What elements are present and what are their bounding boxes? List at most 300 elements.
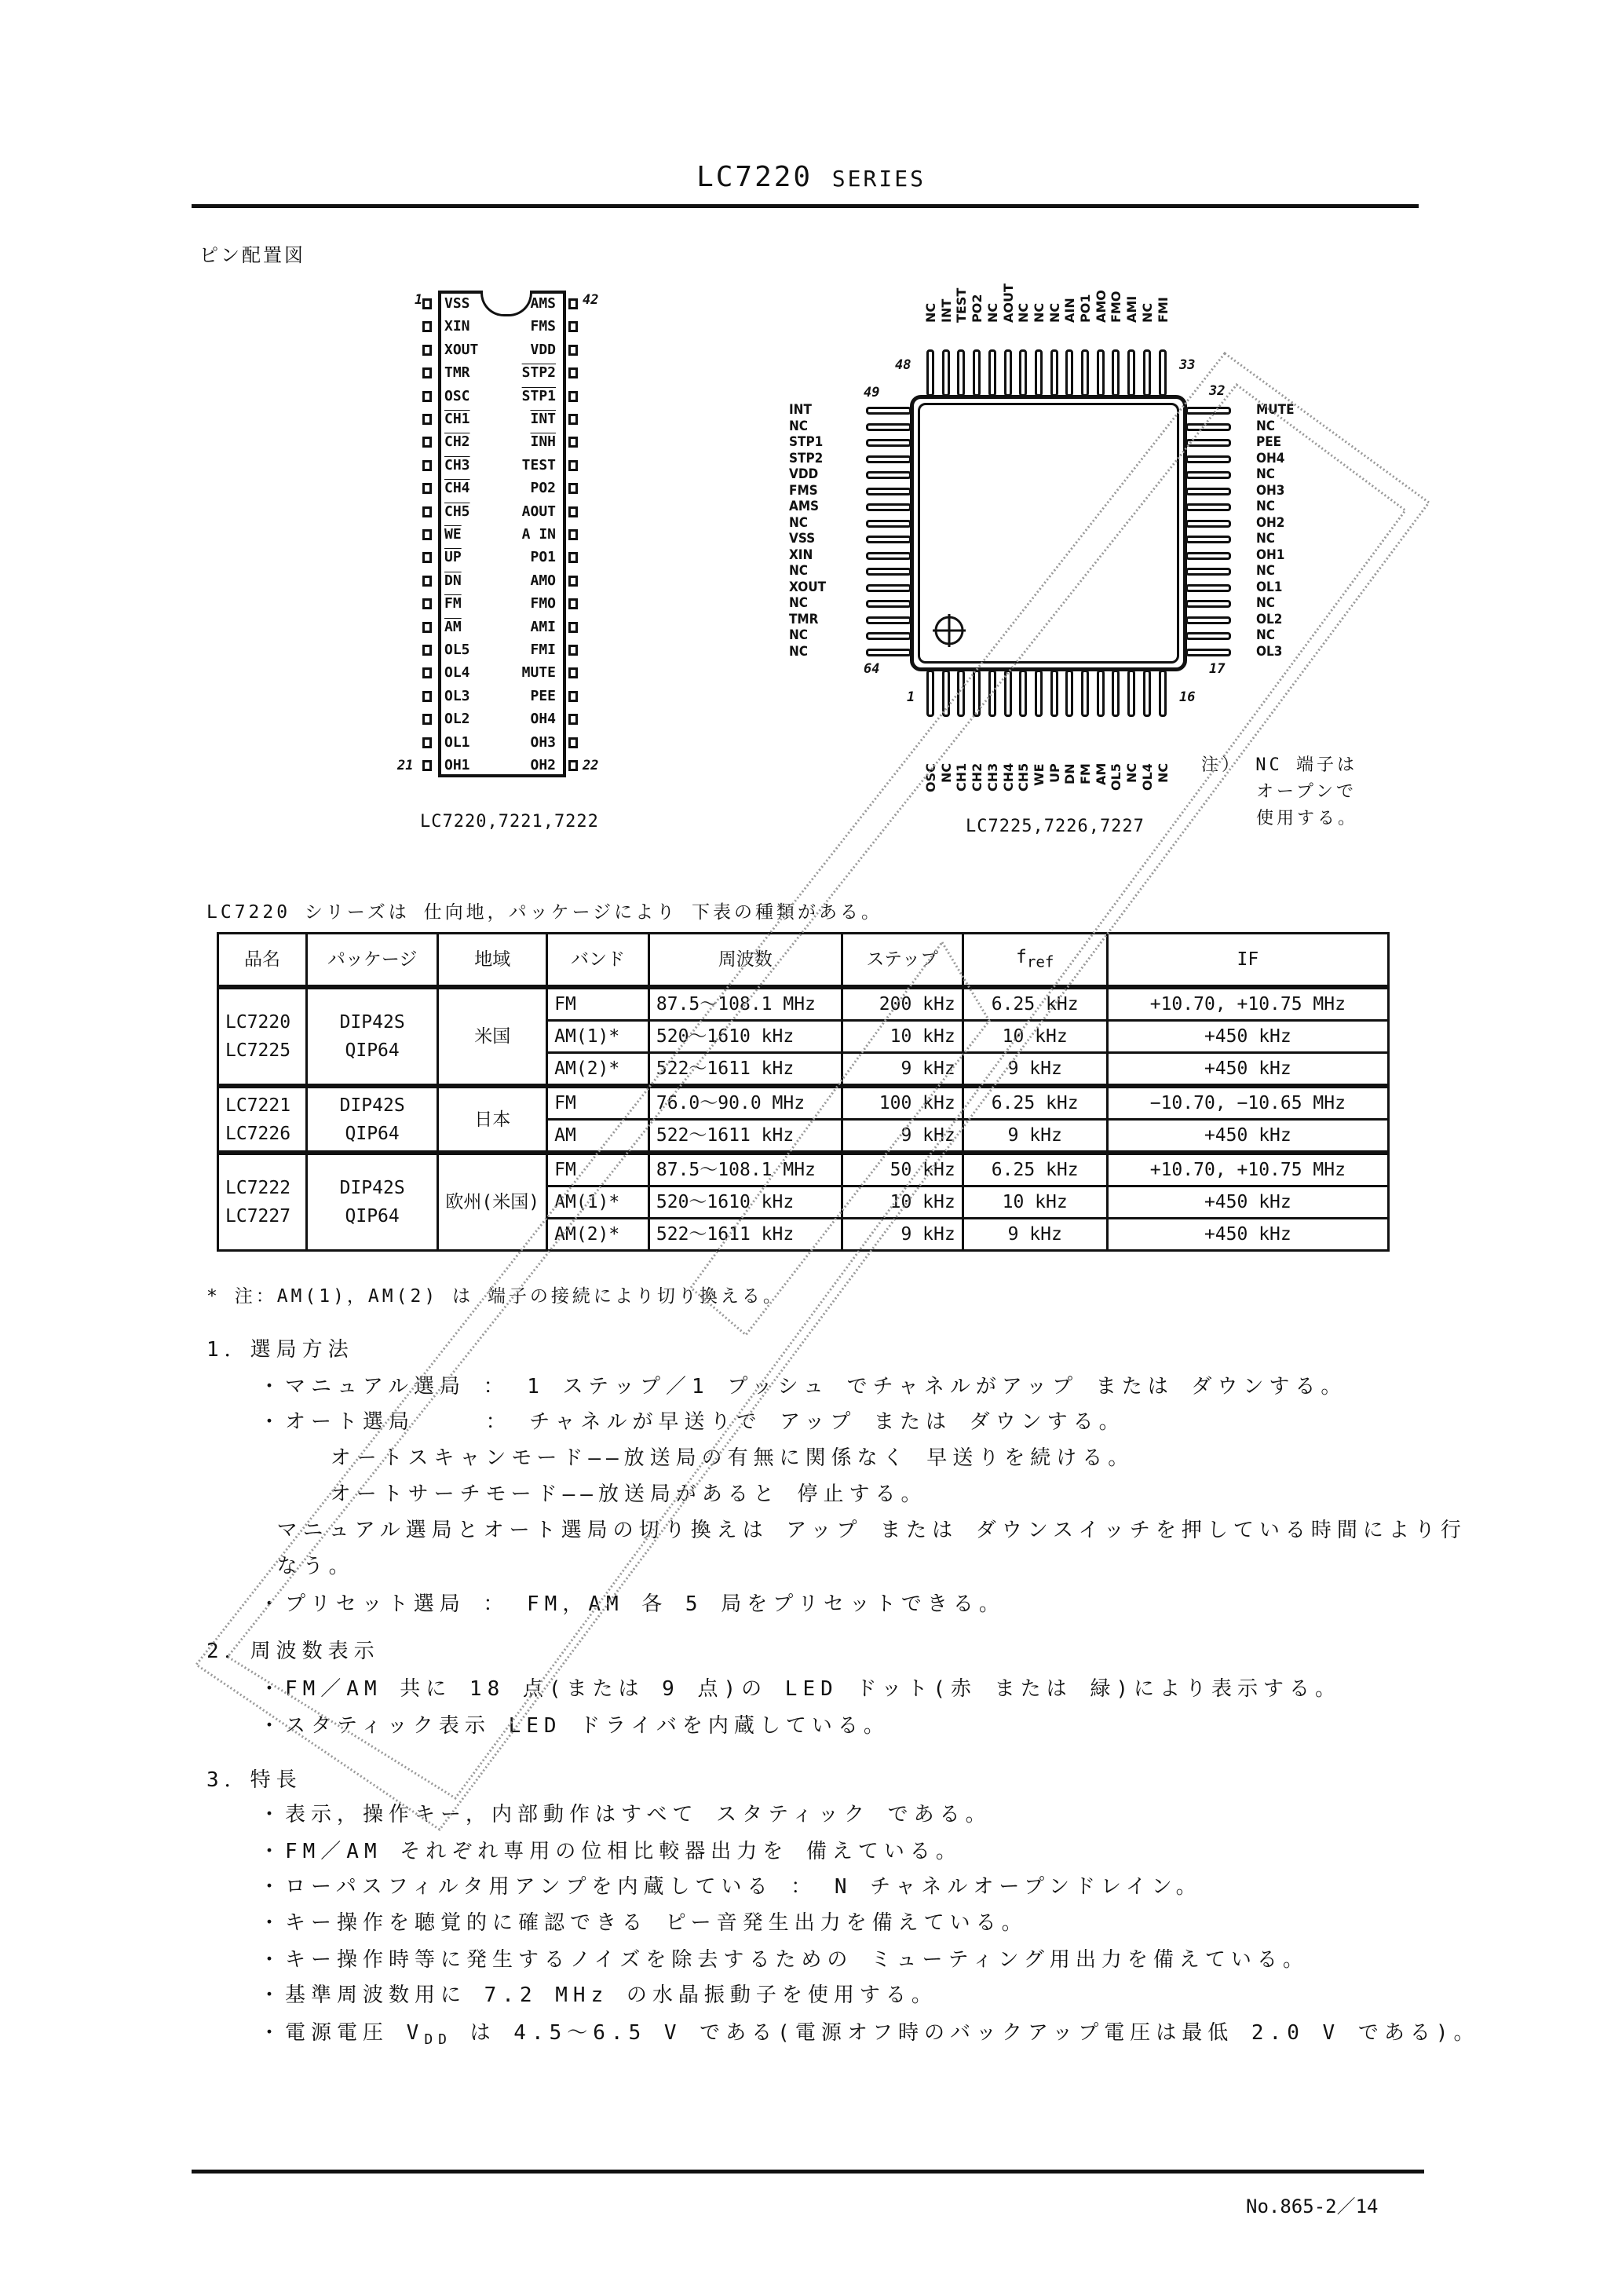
dip-pin-right <box>509 663 578 683</box>
section-line: ・ローパスフィルタ用アンプを内蔵している ： N チャネルオープンドレイン。 <box>259 1875 1202 1899</box>
qfp64-package <box>910 395 1187 671</box>
pin-label: $\overline{FM}$ <box>444 595 462 612</box>
pin-number-22: 22 <box>583 758 599 773</box>
dip-pin-left <box>422 502 501 522</box>
qfp-pin-label-left: XOUT <box>789 579 827 595</box>
title-series: SERIES <box>831 166 926 192</box>
qfp-pin-label-top: FMI <box>1155 297 1171 323</box>
dip-pin-left <box>422 409 501 430</box>
intro-text: LC7220 シリーズは 仕向地，パッケージにより 下表の種類がある。 <box>206 902 883 923</box>
dip-pin-right <box>509 571 578 591</box>
qfp-lead-top <box>1112 349 1120 397</box>
qfp-lead-top <box>988 349 996 397</box>
pin-lead <box>422 506 432 517</box>
qfp-pin-label-left: TMR <box>789 611 819 627</box>
qfp-lead-bottom <box>1050 670 1058 717</box>
pin-label: $\overline{INH}$ <box>530 433 556 451</box>
qfp-pin-label-top: NC <box>1139 302 1155 323</box>
step-cell: 100 kHz <box>842 1086 963 1120</box>
qfp-lead-top <box>1081 349 1089 397</box>
dip-pin-right <box>509 640 578 660</box>
qfp-lead-bottom <box>926 670 934 717</box>
variant-table <box>217 932 1390 1252</box>
section-line: ・表示，操作キー，内部動作はすべて スタティック である。 <box>259 1803 992 1826</box>
nc-note <box>1201 752 1358 832</box>
qfp-pin-label-left: AMS <box>789 499 820 514</box>
dip-pin-left <box>422 316 501 337</box>
section-line: なう。 <box>259 1555 355 1578</box>
qfp-lead-left <box>866 536 911 543</box>
vdd-pre: ・電源電圧 V <box>259 2021 425 2045</box>
qfp-lead-bottom <box>1065 670 1073 717</box>
qfp-lead-bottom <box>1081 670 1089 717</box>
table-header-cell: 品名 <box>218 934 307 988</box>
qfp-pin-label-bottom: CH5 <box>1016 763 1032 792</box>
qfp-pin-label-right: NC <box>1256 563 1276 579</box>
dip-pin-left <box>422 455 501 476</box>
qfp-pin-label-left: FMS <box>789 482 818 499</box>
qfp-lead-top <box>1035 349 1043 397</box>
qfp-lead-right <box>1185 407 1231 415</box>
model-cell <box>218 1153 307 1251</box>
nc-note-line: オープンで <box>1256 782 1357 802</box>
qfp-lead-bottom <box>1112 670 1120 717</box>
qfp-lead-top <box>957 349 965 397</box>
dip-pin-right <box>509 432 578 452</box>
qfp-lead-right <box>1185 503 1231 511</box>
dip-pin-right <box>509 686 578 707</box>
pin-lead <box>568 691 578 702</box>
qfp-pin-label-bottom: NC <box>938 763 954 784</box>
page-number: No.865-2／14 <box>1246 2195 1379 2217</box>
pin-number-16: 16 <box>1179 689 1196 705</box>
qfp-pin-label-right: NC <box>1256 627 1276 643</box>
if-cell: +450 kHz <box>1107 1219 1388 1251</box>
index-mark-icon <box>931 612 967 649</box>
qfp-lead-bottom <box>1035 670 1043 717</box>
qfp-pin-label-left: NC <box>789 563 809 579</box>
section-line: ・FM／AM それぞれ専用の位相比較器出力を 備えている。 <box>259 1840 962 1863</box>
pin-section-title: ピン配置図 <box>199 244 305 266</box>
pin-lead <box>568 298 578 309</box>
qfp-pin-label-right: NC <box>1256 418 1276 434</box>
if-cell: −10.70, −10.65 MHz <box>1107 1086 1388 1120</box>
band-cell: FM <box>547 1086 649 1120</box>
pin-lead <box>422 367 432 378</box>
qfp-lead-right <box>1185 488 1231 495</box>
dip-pin-right <box>509 386 578 407</box>
qfp-lead-right <box>1185 439 1231 447</box>
qfp-lead-left <box>866 423 911 431</box>
pin-label: $\overline{AM}$ <box>444 618 462 635</box>
qfp-lead-bottom <box>1004 670 1012 717</box>
qfp-pin-label-bottom: NC <box>1155 763 1171 784</box>
qfp-pin-label-top: INT <box>938 298 954 323</box>
dip-pin-left <box>422 478 501 499</box>
pin-label: CH1 <box>444 411 470 427</box>
pin-lead <box>568 552 578 563</box>
band-cell: AM(2)* <box>547 1053 649 1087</box>
qfp-pin-label-right: MUTE <box>1256 402 1295 418</box>
band-cell: AM(1)* <box>547 1186 649 1219</box>
qfp-lead-right <box>1185 649 1231 656</box>
dip-pin-left <box>422 709 501 729</box>
pin-label: FMO <box>530 595 556 612</box>
section-line: ・キー操作時等に発生するノイズを除去するための ミューティング用出力を備えている。 <box>259 1948 1309 1972</box>
band-cell: AM <box>547 1120 649 1153</box>
if-cell: +10.70, +10.75 MHz <box>1107 1153 1388 1186</box>
qfp-pin-label-top: NC <box>1031 302 1047 323</box>
band-cell: FM <box>547 1153 649 1186</box>
pin-lead <box>422 437 432 448</box>
pin-lead <box>568 598 578 609</box>
model-name: LC7225 <box>225 1040 291 1061</box>
pin-lead <box>422 391 432 402</box>
pin-label: OH4 <box>530 711 556 728</box>
table-header-cell: 周波数 <box>648 934 842 988</box>
section-title: 2．周波数表示 <box>206 1640 380 1663</box>
dip-pin-left <box>422 571 501 591</box>
dip-pin-right <box>509 709 578 729</box>
package-name: QIP64 <box>345 1040 400 1061</box>
dip-pin-right <box>509 455 578 476</box>
qfp-pin-label-right: NC <box>1256 531 1276 547</box>
qfp-lead-top <box>1127 349 1135 397</box>
qfp-pin-label-left: NC <box>789 643 809 660</box>
pin-lead <box>422 414 432 425</box>
section-line: マニュアル選局とオート選局の切り換えは アップ または ダウンスイッチを押している時間により行 <box>259 1519 1467 1542</box>
qfp-lead-right <box>1185 520 1231 528</box>
band-cell: AM(2)* <box>547 1219 649 1251</box>
nc-note-line: 使用する。 <box>1256 809 1359 828</box>
qfp-pin-label-top: PO1 <box>1078 294 1093 323</box>
qfp-pin-label-bottom: FM <box>1078 763 1093 784</box>
qfp-pin-label-top: AMI <box>1124 295 1140 323</box>
pin-lead <box>568 414 578 425</box>
pin-lead <box>568 529 578 540</box>
table-header-cell: パッケージ <box>306 934 437 988</box>
pin-lead <box>422 483 432 494</box>
qfp-pin-label-right: NC <box>1256 466 1276 482</box>
qfp-pin-label-left: NC <box>789 514 809 531</box>
frequency-cell: 520〜1610 kHz <box>648 1021 842 1053</box>
pin-label: $\overline{WE}$ <box>444 526 462 543</box>
frequency-cell: 76.0〜90.0 MHz <box>648 1086 842 1120</box>
qfp-pin-label-bottom: NC <box>1124 763 1140 784</box>
pin-lead <box>422 345 432 356</box>
dip-pin-right <box>509 478 578 499</box>
qfp-pin-label-top: NC <box>923 302 938 323</box>
qfp-pin-label-bottom: CH4 <box>1000 763 1016 792</box>
qfp-pin-label-bottom: WE <box>1031 763 1047 786</box>
qfp-lead-bottom <box>957 670 965 717</box>
qfp-pin-label-bottom: CH2 <box>970 763 985 792</box>
qfp-pin-label-left: XIN <box>789 547 813 563</box>
dip-pin-left <box>422 340 501 360</box>
qfp-pin-label-top: AMO <box>1093 290 1109 323</box>
qfp-lead-bottom <box>1127 670 1135 717</box>
pin-label: OL2 <box>444 711 470 728</box>
dip-pin-left <box>422 547 501 568</box>
qfp-lead-left <box>866 552 911 560</box>
qfp-lead-left <box>866 503 911 511</box>
pin-number-21: 21 <box>397 758 414 773</box>
pin-label: AMO <box>530 572 556 589</box>
qfp-pin-label-left: NC <box>789 418 809 434</box>
model-name: LC7221 <box>225 1095 291 1116</box>
pin-number-64: 64 <box>864 661 880 677</box>
title-main: LC7220 <box>696 161 832 193</box>
pin-lead <box>568 645 578 656</box>
dip-pin-right <box>509 525 578 545</box>
pin-lead <box>568 714 578 725</box>
qfp-pin-label-bottom: DN <box>1062 763 1078 784</box>
table-header-cell: 地域 <box>438 934 547 988</box>
qfp-lead-bottom <box>1143 670 1151 717</box>
package-cell <box>306 1086 437 1153</box>
pin-label: CH2 <box>444 433 470 451</box>
pin-label: OSC <box>444 387 470 404</box>
dip-pin-right <box>509 409 578 430</box>
table-header-row <box>218 934 1389 988</box>
pin-lead <box>568 367 578 378</box>
fref-cell: 9 kHz <box>963 1053 1107 1087</box>
qfp-pin-label-bottom: CH3 <box>985 763 1000 792</box>
table-header-cell: IF <box>1107 934 1388 988</box>
pin-label: PO1 <box>530 549 556 566</box>
qfp-lead-bottom <box>1097 670 1105 717</box>
if-cell: +450 kHz <box>1107 1186 1388 1219</box>
pin-label: XOUT <box>444 341 479 358</box>
section-line: ・オート選局 ： チャネルが早送りで アップ または ダウンする。 <box>259 1410 1125 1434</box>
pin-number-33: 33 <box>1179 357 1196 373</box>
qfp-lead-bottom <box>1019 670 1027 717</box>
qfp-pin-label-right: OL3 <box>1256 643 1283 660</box>
dip-pin-right <box>509 502 578 522</box>
qfp-pin-label-left: STP2 <box>789 450 824 466</box>
qfp-pin-label-top: FMO <box>1109 291 1124 323</box>
qfp-lead-top <box>1019 349 1027 397</box>
model-cell <box>218 1086 307 1153</box>
pin-label: A IN <box>521 526 556 543</box>
pin-label: $\overline{INT}$ <box>530 411 556 427</box>
qfp-lead-left <box>866 439 911 447</box>
step-cell: 9 kHz <box>842 1219 963 1251</box>
page-title <box>0 161 1622 193</box>
qfp-pin-label-right: OL1 <box>1256 579 1283 595</box>
qfp-lead-top <box>1159 349 1167 397</box>
pin-lead <box>422 298 432 309</box>
region-cell: 日本 <box>438 1086 547 1153</box>
band-cell: AM(1)* <box>547 1021 649 1053</box>
dip-pin-right <box>509 594 578 614</box>
pin-lead <box>568 622 578 633</box>
qfp-pin-label-top: TEST <box>954 287 970 323</box>
pin-label: AMI <box>530 618 556 635</box>
qfp-lead-top <box>926 349 934 397</box>
qfp-lead-right <box>1185 423 1231 431</box>
pin-label: OL4 <box>444 664 470 682</box>
qfp-pin-label-right: OH4 <box>1256 450 1285 466</box>
pin-label: PEE <box>530 687 556 704</box>
dip-pin-left <box>422 432 501 452</box>
pin-label: TEST <box>521 456 556 473</box>
pin-label: VSS <box>444 295 470 312</box>
pin-label: STP1 <box>521 387 556 404</box>
qfp-pin-label-left: VDD <box>789 466 819 482</box>
pin-lead <box>568 483 578 494</box>
pin-label: FMI <box>530 642 556 658</box>
qfp-lead-right <box>1185 600 1231 608</box>
qfp-lead-top <box>1050 349 1058 397</box>
pin-lead <box>422 714 432 725</box>
frequency-cell: 87.5〜108.1 MHz <box>648 1153 842 1186</box>
package-cell <box>306 1153 437 1251</box>
package-name: DIP42S <box>339 1012 405 1033</box>
table-row <box>218 1086 1389 1120</box>
package-name: DIP42S <box>339 1095 405 1116</box>
dip-pin-left <box>422 617 501 638</box>
pin-lead <box>422 645 432 656</box>
pin-label: CH3 <box>444 456 470 473</box>
pin-number-32: 32 <box>1209 383 1226 399</box>
qfp-lead-left <box>866 455 911 463</box>
qfp-pin-label-bottom: OSC <box>923 763 938 792</box>
qfp-pin-label-bottom: OL4 <box>1139 763 1155 791</box>
dip-pin-right <box>509 294 578 314</box>
section-line: ・プリセット選局 ： FM，AM 各 5 局をプリセットできる。 <box>259 1592 1005 1616</box>
pin-lead <box>422 667 432 678</box>
step-cell: 200 kHz <box>842 987 963 1021</box>
dip-pin-left <box>422 686 501 707</box>
if-cell: +450 kHz <box>1107 1053 1388 1087</box>
dip-pin-right <box>509 316 578 337</box>
qfp-pin-label-bottom: AM <box>1093 763 1109 786</box>
qfp-lead-right <box>1185 616 1231 624</box>
model-name: LC7226 <box>225 1123 291 1144</box>
fref-cell: 6.25 kHz <box>963 1086 1107 1120</box>
section-line: ・スタティック表示 LED ドライバを内蔵している。 <box>259 1714 890 1738</box>
qfp-lead-bottom <box>1159 670 1167 717</box>
qfp-lead-bottom <box>988 670 996 717</box>
pin-lead <box>568 391 578 402</box>
pin-number-17: 17 <box>1209 661 1226 677</box>
nc-note-line: 注） NC 端子は <box>1201 755 1357 775</box>
qfp-lead-top <box>1004 349 1012 397</box>
dip-pin-right <box>509 755 578 776</box>
vdd-post: は 4.5〜6.5 V である(電源オフ時のバックアップ電圧は最低 2.0 V である)。 <box>452 2021 1480 2045</box>
dip-pin-left <box>422 663 501 683</box>
qfp-pin-label-right: NC <box>1256 499 1276 514</box>
frequency-cell: 522〜1611 kHz <box>648 1120 842 1153</box>
pin-lead <box>422 691 432 702</box>
table-header-cell <box>963 934 1107 988</box>
qfp-pin-label-right: NC <box>1256 595 1276 611</box>
region-cell: 欧州(米国) <box>438 1153 547 1251</box>
vdd-feature-line <box>259 2016 1479 2048</box>
model-name: LC7220 <box>225 1012 291 1033</box>
pin-lead <box>568 321 578 332</box>
pin-label: AMS <box>530 295 556 312</box>
qfp-pin-label-left: VSS <box>789 531 816 547</box>
if-cell: +450 kHz <box>1107 1120 1388 1153</box>
section-line: ・基準周波数用に 7.2 MHz の水晶振動子を使用する。 <box>259 1983 937 2007</box>
pin-label: FMS <box>530 318 556 335</box>
pin-number-42: 42 <box>583 292 599 308</box>
if-cell: +10.70, +10.75 MHz <box>1107 987 1388 1021</box>
qfp-pin-label-right: OH2 <box>1256 514 1285 531</box>
model-name: LC7222 <box>225 1178 291 1198</box>
qfp-pin-label-right: PEE <box>1256 434 1282 450</box>
pin-lead <box>422 737 432 748</box>
package-name: DIP42S <box>339 1178 405 1198</box>
qfp-lead-left <box>866 488 911 495</box>
qfp-lead-right <box>1185 568 1231 576</box>
dip-pin-left <box>422 733 501 753</box>
section-line: ・FM／AM 共に 18 点(または 9 点)の LED ドット(赤 または 緑)により表示する。 <box>259 1677 1341 1701</box>
qfp-pin-label-bottom: OL5 <box>1109 763 1124 791</box>
dip-pin-left <box>422 386 501 407</box>
pin-lead <box>422 598 432 609</box>
pin-label: MUTE <box>521 664 556 682</box>
qfp-lead-left <box>866 584 911 592</box>
qfp-pin-label-top: NC <box>1016 302 1032 323</box>
fref-sub: ref <box>1026 952 1054 971</box>
step-cell: 10 kHz <box>842 1021 963 1053</box>
pin-lead <box>422 460 432 471</box>
pin-label: $\overline{UP}$ <box>444 549 462 566</box>
if-cell: +450 kHz <box>1107 1021 1388 1053</box>
qfp-lead-left <box>866 616 911 624</box>
frequency-cell: 522〜1611 kHz <box>648 1053 842 1087</box>
pin-lead <box>422 760 432 771</box>
qfp-pin-label-right: OH3 <box>1256 482 1285 499</box>
section-line: オートサーチモード――放送局があると 停止する。 <box>259 1483 927 1506</box>
dip-pin-left <box>422 640 501 660</box>
qfp-lead-right <box>1185 471 1231 479</box>
pin-label: XIN <box>444 318 470 335</box>
pin-label: OH3 <box>530 733 556 751</box>
pin-number-1-qfp: 1 <box>907 689 915 705</box>
pin-label: OH2 <box>530 757 556 773</box>
qfp-lead-bottom <box>973 670 981 717</box>
qfp-lead-left <box>866 632 911 640</box>
step-cell: 50 kHz <box>842 1153 963 1186</box>
pin-lead <box>568 437 578 448</box>
qfp-lead-left <box>866 600 911 608</box>
table-footnote: * 注：AM(1)，AM(2) は 端子の接続により切り換える。 <box>206 1286 784 1307</box>
pin-lead <box>568 737 578 748</box>
dip-pin-right <box>509 617 578 638</box>
qfp-lead-left <box>866 520 911 528</box>
pin-label: $\overline{DN}$ <box>444 572 462 589</box>
pin-label: OH1 <box>444 757 470 773</box>
qfp-lead-bottom <box>942 670 950 717</box>
qfp-pin-label-bottom: CH1 <box>954 763 970 792</box>
qfp-lead-right <box>1185 455 1231 463</box>
section-title: 1．選局方法 <box>206 1338 354 1362</box>
qfp-lead-right <box>1185 536 1231 543</box>
footer-rule <box>192 2170 1424 2174</box>
pin-label: CH5 <box>444 503 470 520</box>
pin-number-48: 48 <box>895 357 911 373</box>
header-rule <box>192 204 1419 208</box>
section-title: 3．特長 <box>206 1768 302 1792</box>
qfp-lead-top <box>1097 349 1105 397</box>
table-header-cell: バンド <box>547 934 649 988</box>
qfp-lead-top <box>942 349 950 397</box>
qfp-pin-label-top: AOUT <box>1000 283 1016 323</box>
